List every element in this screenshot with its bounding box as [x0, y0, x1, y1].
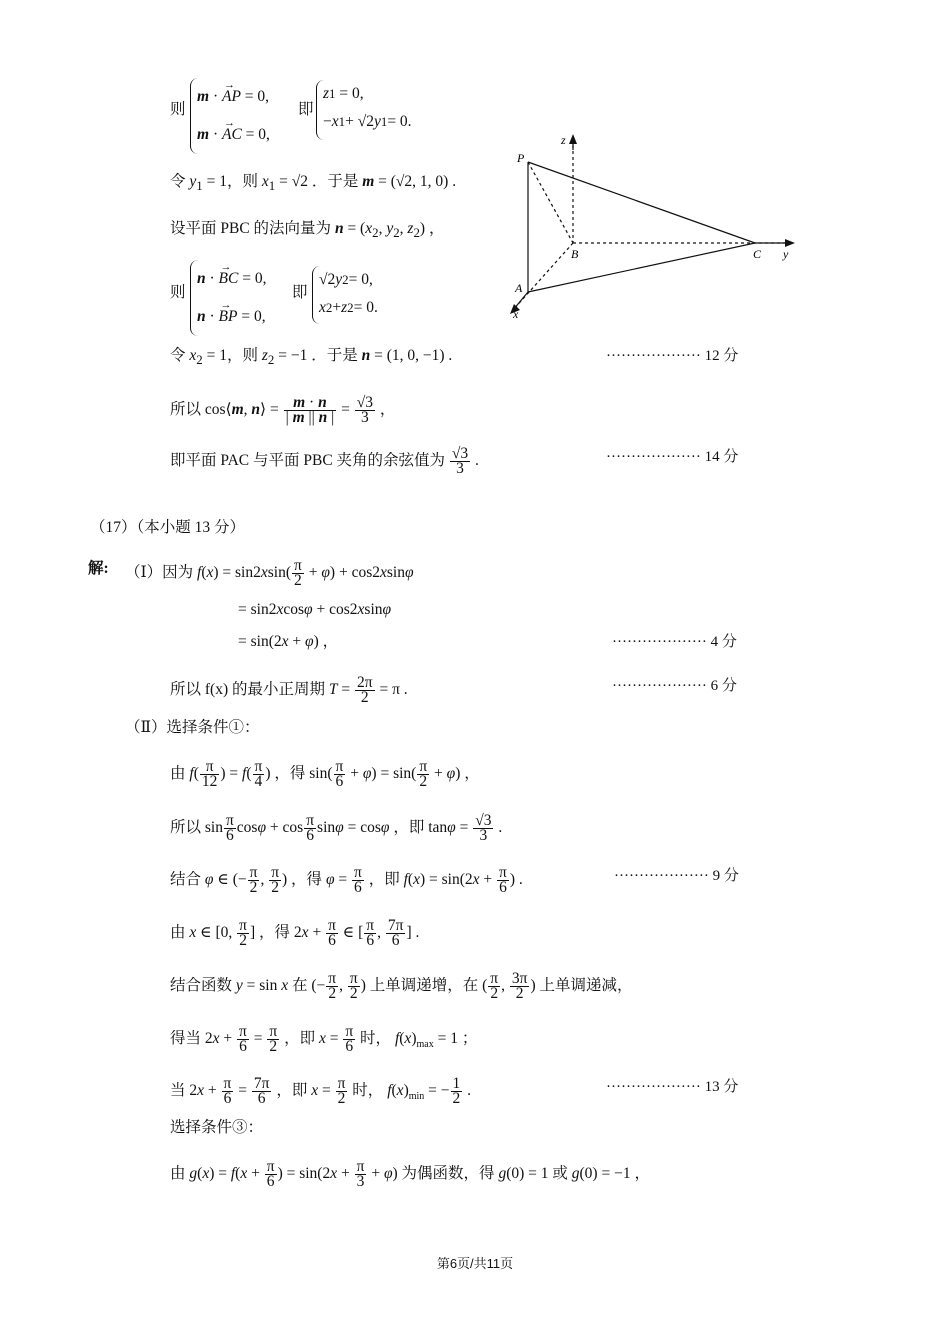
system-m-vectors: m · → AP = 0, m · → AC = 0, [190, 78, 270, 154]
namely-label-1: 即 [298, 101, 314, 118]
score-14: ··················· 14 分 [606, 449, 739, 465]
cos-line: 所以 cos⟨m, n⟩ = $\frac{m \cdot n}{| m || n |}$ = $\frac{√3}{3}$ ， [170, 394, 396, 426]
page-footer: 第6页/共11页 [436, 1256, 514, 1271]
then-label-1: 则 [170, 101, 186, 118]
cond1-line-4: 由 x ∈ [0, $\frac{\pi}{2}$ ] ，得 2x + $\frac{\pi}{6}$ ∈ [ $\frac{\pi}{6}$ , $\frac{7\pi}{6}$ ] . [170, 917, 420, 949]
cond3-line-1: 由 g(x) = f(x + $\frac{\pi}{6}$ ) = sin(2x + $\frac{\pi}{3}$ + φ) 为偶函数，得 g(0) = 1 或 g(0) = −1 ， [170, 1158, 650, 1190]
cond1-line-2: 所以 sin $\frac{\pi}{6}$ cosφ + cos $\frac{\pi}{6}$ sinφ = cosφ ，即 tanφ = $\frac{√3}{3}$ . [170, 812, 503, 844]
system-z1: z 1 = 0, − x 1 + √2 y 1 = 0. [316, 80, 412, 140]
score-4: ··················· 4 分 [612, 634, 737, 650]
score-6: ··················· 6 分 [612, 678, 737, 694]
label-z: z [561, 133, 566, 147]
label-y: y [783, 247, 789, 261]
label-P: P [517, 151, 525, 165]
then-label-2: 则 [170, 284, 186, 301]
label-A: A [515, 281, 523, 295]
period-line: 所以 f(x) 的最小正周期 T = $\frac{2\pi}{2}$ = π . [170, 674, 408, 706]
cond1-line-5: 结合函数 y = sin x 在 (− $\frac{\pi}{2}$ , $\frac{\pi}{2}$ ) 上单调递增，在 ( $\frac{\pi}{2}$ , $\frac{3\pi}{2}$ ) 上单调递减， [170, 970, 633, 1002]
system-n-vectors: n · → BC = 0, n · → BP = 0, [190, 260, 266, 336]
let-y1-line: 令 $y_1 = 1$，则 $x_1 = √2$ ．于是 m = (√2, 1, 0) . [170, 173, 457, 194]
label-B: B [571, 247, 579, 261]
edge-AC [528, 243, 755, 292]
part1-line: （Ⅰ）因为 f(x) = sin2xsin( $\frac{\pi}{2}$ + φ) + cos2xsinφ [125, 557, 414, 589]
namely-label-2: 即 [292, 284, 308, 301]
expand-line-2: = sin(2x + φ) ， [238, 633, 339, 650]
problem-17-title: （17）（本小题 13 分） [90, 519, 246, 536]
let-x2-line: 令 $x_2 = 1$，则 $z_2 = -1$ ．于是 n = (1, 0, −1) . [170, 347, 453, 368]
score-12: ··················· 12 分 [606, 348, 739, 364]
angle-line: 即平面 PAC 与平面 PBC 夹角的余弦值为 $\frac{√3}{3}$ . [170, 445, 479, 477]
label-x: x [513, 307, 519, 321]
cond1-line-6: 得当 2x + $\frac{\pi}{6}$ = $\frac{\pi}{2}$ ，即 x = $\frac{\pi}{6}$ 时， $f(x)_{max} = 1$ ； [170, 1023, 478, 1055]
solution-label: 解: [88, 560, 109, 577]
cond1-line-3: 结合 φ ∈ (− $\frac{\pi}{2}$ , $\frac{\pi}{2}$ ) ，得 φ = $\frac{\pi}{6}$ ，即 f(x) = sin(2x + $\frac{\pi}{6}$ ) . [170, 864, 523, 896]
part2-line: （Ⅱ）选择条件①： [125, 719, 260, 736]
score-13: ··················· 13 分 [606, 1079, 739, 1095]
edge-PC [528, 162, 755, 243]
pyramid-figure [505, 130, 805, 325]
cond3-title: 选择条件③： [170, 1119, 264, 1136]
cond1-line-1: 由 f( $\frac{\pi}{12}$ ) = f( $\frac{\pi}{4}$ ) ，得 sin( $\frac{\pi}{6}$ + φ) = sin( $\frac{\pi}{2}$ + φ) ， [170, 758, 480, 790]
label-C: C [753, 247, 762, 261]
expand-line-1: = sin2xcosφ + cos2xsinφ [238, 601, 392, 618]
set-plane-pbc: 设平面 PBC 的法向量为 $n = (x_2$, $y_2$, $z_2$) ， [170, 220, 445, 241]
cond1-line-7: 当 2x + $\frac{\pi}{6}$ = $\frac{7\pi}{6}$ ，即 x = $\frac{\pi}{2}$ 时， $f(x)_{min}$ = − $\frac{1}{2}$ . [170, 1075, 472, 1107]
y-arrowhead [785, 239, 795, 247]
edge-PB [528, 162, 573, 243]
score-9: ··················· 9 分 [614, 868, 739, 884]
system-y2: √2 y 2 = 0, x 2 + z 2 = 0. [312, 266, 378, 324]
z-arrowhead [569, 134, 577, 144]
